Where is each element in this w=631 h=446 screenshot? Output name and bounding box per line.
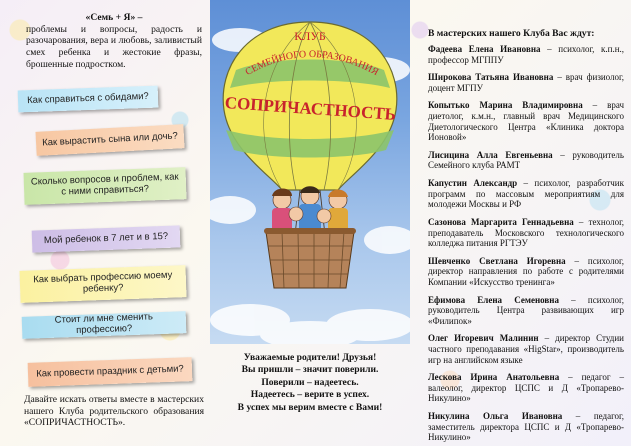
- expert-entry: [428, 44, 624, 65]
- question-card: [22, 311, 187, 339]
- expert-desc: – педагог – валеолог, директор ЦСПС и Д «Тропарево-Никулино»: [428, 372, 624, 404]
- balloon-drawing: [210, 0, 410, 344]
- welcome-line: Поверили – надеетесь.: [261, 376, 359, 388]
- expert-entry: [428, 295, 624, 327]
- expert-name: Широкова Татьяна Ивановна: [428, 72, 554, 83]
- expert-name: Ефимова Елена Семеновна: [428, 294, 559, 305]
- expert-entry: [428, 372, 624, 404]
- intro-title: «Семь + Я» –: [85, 12, 143, 23]
- expert-name: Фадеева Елена Ивановна: [428, 44, 541, 54]
- expert-desc: – психолог, к.п.н., профессор МГППУ: [428, 44, 625, 65]
- expert-entry: [428, 411, 624, 443]
- expert-desc: – директор Студии частного преподавания «HigStar», производитель игр на английском языке: [428, 333, 625, 365]
- question-text: Как выбрать профессию моему ребенку?: [33, 269, 173, 295]
- expert-desc: – врач диетолог, к.м.н., главный врач Медицинского Диетологического Центра «Клиника доктора Ионовой»: [428, 100, 624, 143]
- expert-name: Никулина Ольга Ивановна: [428, 411, 563, 422]
- welcome-message: [210, 352, 410, 414]
- experts-list: [428, 44, 624, 446]
- expert-entry: [428, 150, 624, 171]
- expert-desc: – технолог, преподаватель Московского технологического колледжа питания РГТЭУ: [428, 216, 624, 249]
- expert-entry: [428, 100, 624, 142]
- left-panel: [0, 0, 208, 446]
- question-card: [18, 86, 159, 113]
- balloon-club-word: КЛУБ: [294, 29, 326, 43]
- expert-desc: – психолог, директор направления по работе с родителями Компании «Искусство тренинга»: [428, 255, 624, 287]
- middle-panel: [210, 0, 410, 446]
- expert-entry: [428, 256, 624, 288]
- expert-desc: – психолог, разработчик программ по массовым мероприятиям для молодежи Москвы и РФ: [428, 178, 624, 210]
- expert-desc: – врач физиолог, доцент МГПУ: [428, 72, 624, 93]
- balloon-basket: [264, 228, 356, 288]
- question-card: [19, 265, 186, 303]
- expert-entry: [428, 178, 624, 210]
- welcome-line: Уважаемые родители! Друзья!: [243, 352, 377, 363]
- question-card: [35, 124, 184, 156]
- expert-name: Капустин Александр: [428, 178, 518, 189]
- welcome-line: Вы пришли – значит поверили.: [241, 364, 379, 376]
- question-text: Мой ребенок в 7 лет и в 15?: [43, 230, 169, 246]
- right-panel: [420, 0, 625, 446]
- expert-desc: – психолог, руководитель Центра развивающих игр «Филипок»: [428, 294, 624, 326]
- balloon-illustration: [210, 0, 410, 344]
- welcome-line: Надеетесь – верите в успех.: [250, 389, 370, 401]
- question-card: [32, 225, 181, 252]
- outro-paragraph: Давайте искать ответы вместе в мастерских нашего Клуба родительского образования «СОПРИЧАСТНОСТЬ».: [24, 394, 204, 429]
- expert-name: Олег Игоревич Малинин: [428, 333, 539, 344]
- expert-desc: – руководитель Семейного клуба РАМТ: [428, 149, 624, 171]
- expert-entry: [428, 72, 624, 93]
- expert-name: Лисицина Алла Евгеньевна: [428, 149, 553, 160]
- expert-entry: [428, 217, 624, 249]
- question-text: Как справиться с обидами?: [26, 90, 149, 106]
- balloon-arc-label: СЕМЕЙНОГО ОБРАЗОВАНИЯ: [243, 48, 381, 79]
- expert-entry: [428, 333, 624, 365]
- expert-name: Шевченко Светлана Игоревна: [428, 255, 566, 266]
- question-text: Сколько вопросов и проблем, как с ними справиться?: [30, 171, 179, 198]
- intro-text: проблемы и вопросы, радость и разочарования, вера и любовь, заливистый смех ребенка и жестокие фразы, брошенные подростком.: [26, 23, 202, 70]
- expert-desc: – педагог, заместитель директора ЦСПС и Д «Тропарево-Никулино»: [428, 411, 624, 443]
- expert-name: Копытько Марина Владимировна: [428, 100, 583, 111]
- question-card: [23, 167, 186, 205]
- experts-heading: В мастерских нашего Клуба Вас ждут:: [428, 28, 595, 39]
- intro-paragraph: [26, 12, 202, 71]
- question-text: Стоит ли мне сменить профессию?: [54, 311, 154, 336]
- welcome-line: В успех мы верим вместе с Вами!: [237, 401, 383, 413]
- balloon-main-title: СОПРИЧАСТНОСТЬ: [224, 93, 397, 124]
- question-text: Как вырастить сына или дочь?: [41, 129, 179, 149]
- expert-name: Сазонова Маргарита Геннадьевна: [428, 216, 574, 227]
- question-text: Как провести праздник с детьми?: [36, 362, 184, 380]
- expert-name: Лескова Ирина Анатольевна: [428, 372, 560, 383]
- question-card: [28, 357, 193, 387]
